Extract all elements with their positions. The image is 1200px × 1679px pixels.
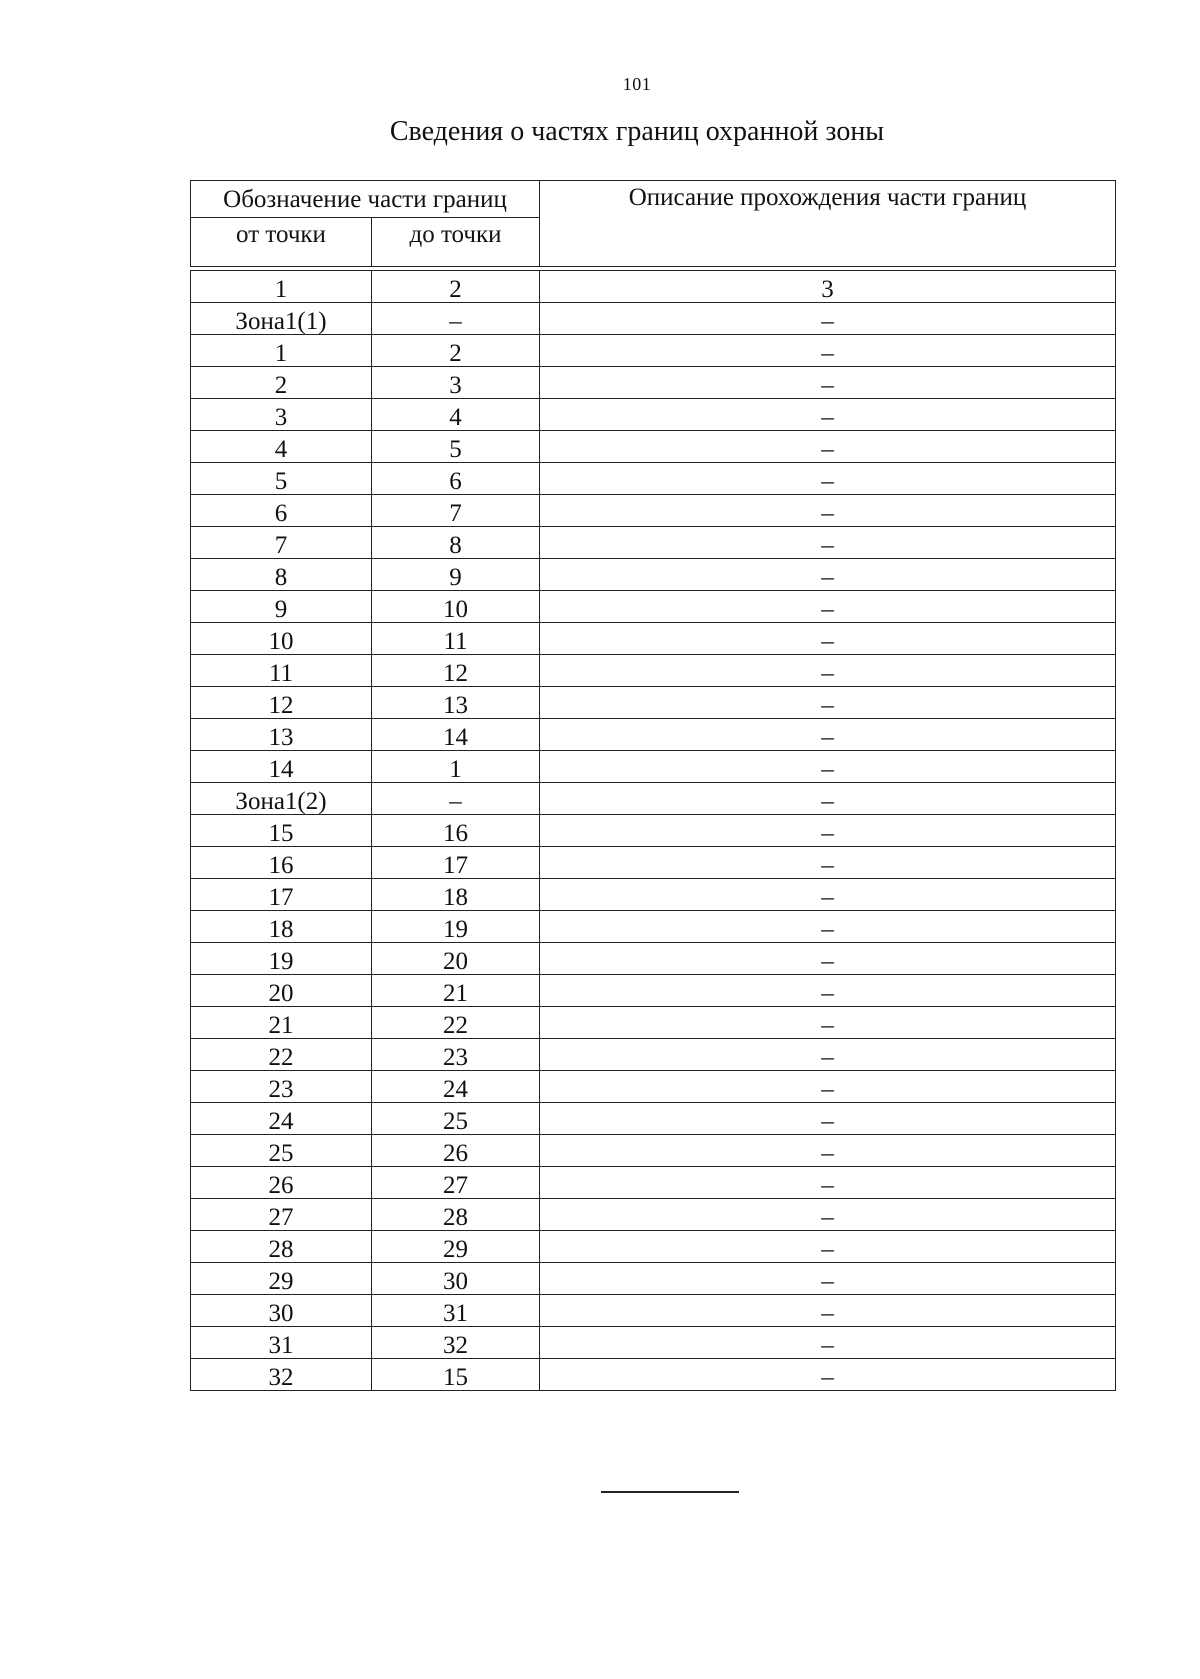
cell-description: – [540,1231,1116,1263]
cell-to-point: 18 [372,879,540,911]
cell-to-point: 24 [372,1071,540,1103]
table-row [191,1103,1116,1135]
cell-from-point: 29 [191,1263,372,1295]
page-number: 101 [622,74,652,94]
cell-to-point: 15 [372,1359,540,1391]
cell-from-point: 4 [191,431,372,463]
cell-to-point: 26 [372,1135,540,1167]
cell-from-point: 22 [191,1039,372,1071]
cell-from-point: 25 [191,1135,372,1167]
cell-to-point: 4 [372,399,540,431]
cell-to-point: 9 [372,559,540,591]
cell-description: – [540,559,1116,591]
cell-to-point: 31 [372,1295,540,1327]
table-row [191,623,1116,655]
document-title: Сведения о частях границ охранной зоны [389,116,885,147]
cell-description: – [540,1327,1116,1359]
table-row [191,495,1116,527]
cell-from-point: 1 [191,335,372,367]
cell-from-point: Зона1(2) [191,783,372,815]
cell-to-point: – [372,303,540,335]
cell-from-point: Зона1(1) [191,303,372,335]
table-row [191,1135,1116,1167]
cell-from-point: 9 [191,591,372,623]
table-row [191,815,1116,847]
table-row [191,1039,1116,1071]
cell-to-point: 2 [372,335,540,367]
cell-description: – [540,623,1116,655]
cell-description: – [540,399,1116,431]
cell-description: – [540,1359,1116,1391]
cell-to-point: 21 [372,975,540,1007]
cell-from-point: 23 [191,1071,372,1103]
table-row [191,367,1116,399]
cell-description: – [540,815,1116,847]
cell-from-point: 20 [191,975,372,1007]
cell-to-point: 28 [372,1199,540,1231]
cell-from-point: 8 [191,559,372,591]
cell-from-point: 13 [191,719,372,751]
column-number-row [191,271,1116,303]
cell-from-point: 14 [191,751,372,783]
column-number: 1 [191,271,372,303]
table-row [191,559,1116,591]
table-header [191,181,1116,303]
cell-to-point: – [372,783,540,815]
table-row [191,975,1116,1007]
cell-description: – [540,431,1116,463]
cell-description: – [540,367,1116,399]
cell-to-point: 11 [372,623,540,655]
cell-to-point: 3 [372,367,540,399]
cell-to-point: 19 [372,911,540,943]
cell-from-point: 31 [191,1327,372,1359]
cell-description: – [540,687,1116,719]
table-row [191,751,1116,783]
cell-description: – [540,1007,1116,1039]
cell-to-point: 6 [372,463,540,495]
footer-divider-line [601,1491,739,1493]
table-row [191,1295,1116,1327]
cell-from-point: 12 [191,687,372,719]
cell-to-point: 10 [372,591,540,623]
cell-to-point: 1 [372,751,540,783]
cell-from-point: 18 [191,911,372,943]
cell-from-point: 10 [191,623,372,655]
cell-from-point: 27 [191,1199,372,1231]
cell-from-point: 26 [191,1167,372,1199]
table-row [191,591,1116,623]
cell-from-point: 11 [191,655,372,687]
cell-description: – [540,943,1116,975]
cell-from-point: 2 [191,367,372,399]
cell-description: – [540,719,1116,751]
table-row [191,431,1116,463]
cell-to-point: 20 [372,943,540,975]
cell-description: – [540,879,1116,911]
cell-to-point: 27 [372,1167,540,1199]
cell-to-point: 8 [372,527,540,559]
cell-to-point: 22 [372,1007,540,1039]
table-row [191,399,1116,431]
table-row [191,847,1116,879]
table-row [191,1263,1116,1295]
cell-to-point: 5 [372,431,540,463]
cell-from-point: 19 [191,943,372,975]
cell-description: – [540,1295,1116,1327]
table-row [191,335,1116,367]
boundary-parts-table [190,180,1116,1391]
table-row [191,1071,1116,1103]
cell-to-point: 25 [372,1103,540,1135]
table-row [191,655,1116,687]
cell-to-point: 29 [372,1231,540,1263]
cell-from-point: 21 [191,1007,372,1039]
table-row [191,687,1116,719]
cell-description: – [540,335,1116,367]
header-from-point: от точки [191,218,372,267]
cell-description: – [540,463,1116,495]
cell-description: – [540,1071,1116,1103]
cell-from-point: 30 [191,1295,372,1327]
cell-to-point: 16 [372,815,540,847]
cell-from-point: 15 [191,815,372,847]
cell-to-point: 30 [372,1263,540,1295]
cell-to-point: 14 [372,719,540,751]
cell-from-point: 32 [191,1359,372,1391]
cell-to-point: 7 [372,495,540,527]
cell-description: – [540,303,1116,335]
column-number: 2 [372,271,540,303]
cell-description: – [540,1135,1116,1167]
table-row [191,1007,1116,1039]
table-row [191,527,1116,559]
cell-description: – [540,1039,1116,1071]
cell-description: – [540,1263,1116,1295]
cell-to-point: 12 [372,655,540,687]
table-row [191,879,1116,911]
cell-description: – [540,495,1116,527]
table-row [191,1199,1116,1231]
column-number: 3 [540,271,1116,303]
cell-description: – [540,1199,1116,1231]
cell-from-point: 17 [191,879,372,911]
table-row [191,719,1116,751]
cell-from-point: 6 [191,495,372,527]
cell-to-point: 17 [372,847,540,879]
cell-description: – [540,847,1116,879]
table-row [191,1327,1116,1359]
cell-description: – [540,527,1116,559]
table-body [191,303,1116,1391]
table-row [191,783,1116,815]
cell-description: – [540,783,1116,815]
table-row [191,911,1116,943]
cell-from-point: 7 [191,527,372,559]
cell-description: – [540,591,1116,623]
header-to-point: до точки [372,218,540,267]
cell-from-point: 28 [191,1231,372,1263]
table-row [191,1231,1116,1263]
cell-description: – [540,1103,1116,1135]
table-row [191,463,1116,495]
cell-from-point: 3 [191,399,372,431]
cell-description: – [540,975,1116,1007]
boundary-table-container [190,180,1115,1391]
cell-to-point: 23 [372,1039,540,1071]
cell-description: – [540,751,1116,783]
table-row [191,943,1116,975]
cell-from-point: 16 [191,847,372,879]
table-row [191,1359,1116,1391]
cell-description: – [540,655,1116,687]
cell-from-point: 24 [191,1103,372,1135]
cell-description: – [540,911,1116,943]
cell-from-point: 5 [191,463,372,495]
header-boundary-designation: Обозначение части границ [191,181,540,218]
table-row [191,1167,1116,1199]
header-boundary-description: Описание прохождения части границ [540,181,1116,267]
cell-to-point: 32 [372,1327,540,1359]
cell-to-point: 13 [372,687,540,719]
table-header-row-1 [191,181,1116,218]
table-row [191,303,1116,335]
cell-description: – [540,1167,1116,1199]
